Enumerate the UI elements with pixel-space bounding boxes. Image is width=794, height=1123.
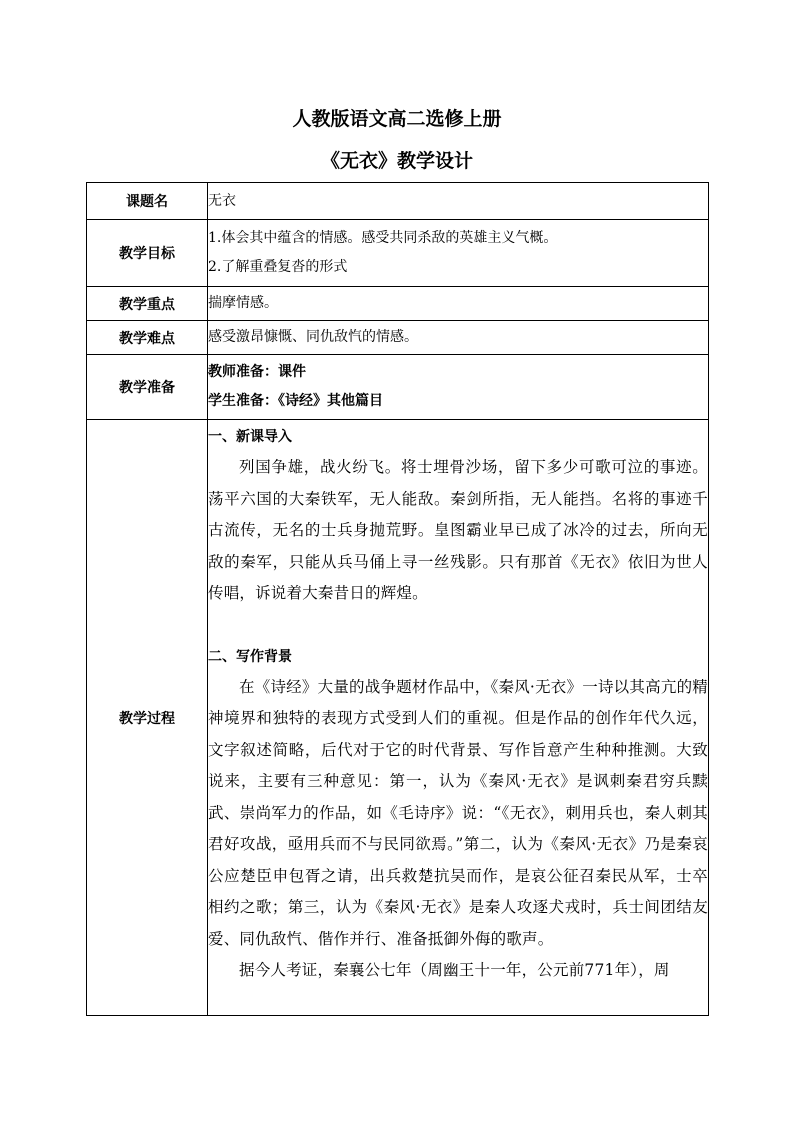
goal-item-1: 1.体会其中蕴含的情感。感受共同杀敌的英雄主义气概。 bbox=[208, 230, 558, 246]
goal-item-2: 2.了解重叠复沓的形式 bbox=[208, 259, 348, 275]
label-process: 教学过程 bbox=[87, 420, 208, 1016]
value-process bbox=[208, 420, 709, 1016]
section-gap bbox=[208, 610, 708, 642]
label-key-point: 教学重点 bbox=[87, 287, 208, 321]
value-prep bbox=[208, 355, 709, 420]
key-point-text: 揣摩情感。 bbox=[208, 295, 278, 311]
row-difficulty bbox=[87, 321, 709, 355]
value-difficulty bbox=[208, 321, 709, 355]
value-key-point bbox=[208, 287, 709, 321]
difficulty-text: 感受激昂慷慨、同仇敌忾的情感。 bbox=[208, 329, 418, 345]
section1-paragraph: 列国争雄，战火纷飞。将士埋骨沙场，留下多少可歌可泣的事迹。荡平六国的大秦铁军，无人能敌。秦剑所指，无人能挡。名将的事迹千古流传，无名的士兵身抛荒野。皇图霸业早已成了冰冷的过去，所向无敌的秦军，只能从兵马俑上寻一丝残影。只有那首《无衣》依旧为世人传唱，诉说着大秦昔日的辉煌。 bbox=[208, 458, 708, 602]
teaching-design-table bbox=[86, 182, 709, 1016]
value-topic bbox=[208, 183, 709, 220]
row-goals bbox=[87, 220, 709, 287]
section2-paragraph-2: 据今人考证，秦襄公七年（周幽王十一年，公元前771年），周 bbox=[239, 961, 670, 979]
section2-paragraph-1: 在《诗经》大量的战争题材作品中，《秦风·无衣》一诗以其高亢的精神境界和独特的表现方式受到人们的重视。但是作品的创作年代久远，文字叙述简略，后代对于它的时代背景、写作旨意产生种种推测。大致说来，主要有三种意见：第一，认为《秦风·无衣》是讽刺秦君穷兵黩武、崇尚军力的作品，如《毛诗序》说：“《无衣》，刺用兵也，秦人刺其君好攻战，亟用兵而不与民同欲焉。”第二，认为《秦风·无衣》乃是秦哀公应楚臣申包胥之请，出兵救楚抗吴而作，是哀公征召秦民从军，士卒相约之歌；第三，认为《秦风·无衣》是秦人攻逐犬戎时，兵士间团结友爱、同仇敌忾、偕作并行、准备抵御外侮的歌声。 bbox=[208, 677, 708, 948]
row-topic bbox=[87, 183, 709, 220]
label-topic: 课题名 bbox=[87, 183, 208, 220]
student-prep: 学生准备：《诗经》其他篇目 bbox=[208, 393, 383, 409]
topic-text: 无衣 bbox=[208, 192, 236, 209]
teacher-prep: 教师准备：课件 bbox=[208, 364, 306, 380]
row-process bbox=[87, 420, 709, 1016]
label-goals: 教学目标 bbox=[87, 220, 208, 287]
row-prep bbox=[87, 355, 709, 420]
value-goals bbox=[208, 220, 709, 287]
row-key-point bbox=[87, 287, 709, 321]
document-title: 人教版语文高二选修上册 bbox=[292, 108, 502, 130]
document-subtitle: 《无衣》教学设计 bbox=[320, 150, 473, 172]
section2-heading: 二、写作背景 bbox=[208, 648, 292, 665]
label-prep: 教学准备 bbox=[87, 355, 208, 420]
section1-heading: 一、新课导入 bbox=[208, 429, 292, 445]
label-difficulty: 教学难点 bbox=[87, 321, 208, 355]
